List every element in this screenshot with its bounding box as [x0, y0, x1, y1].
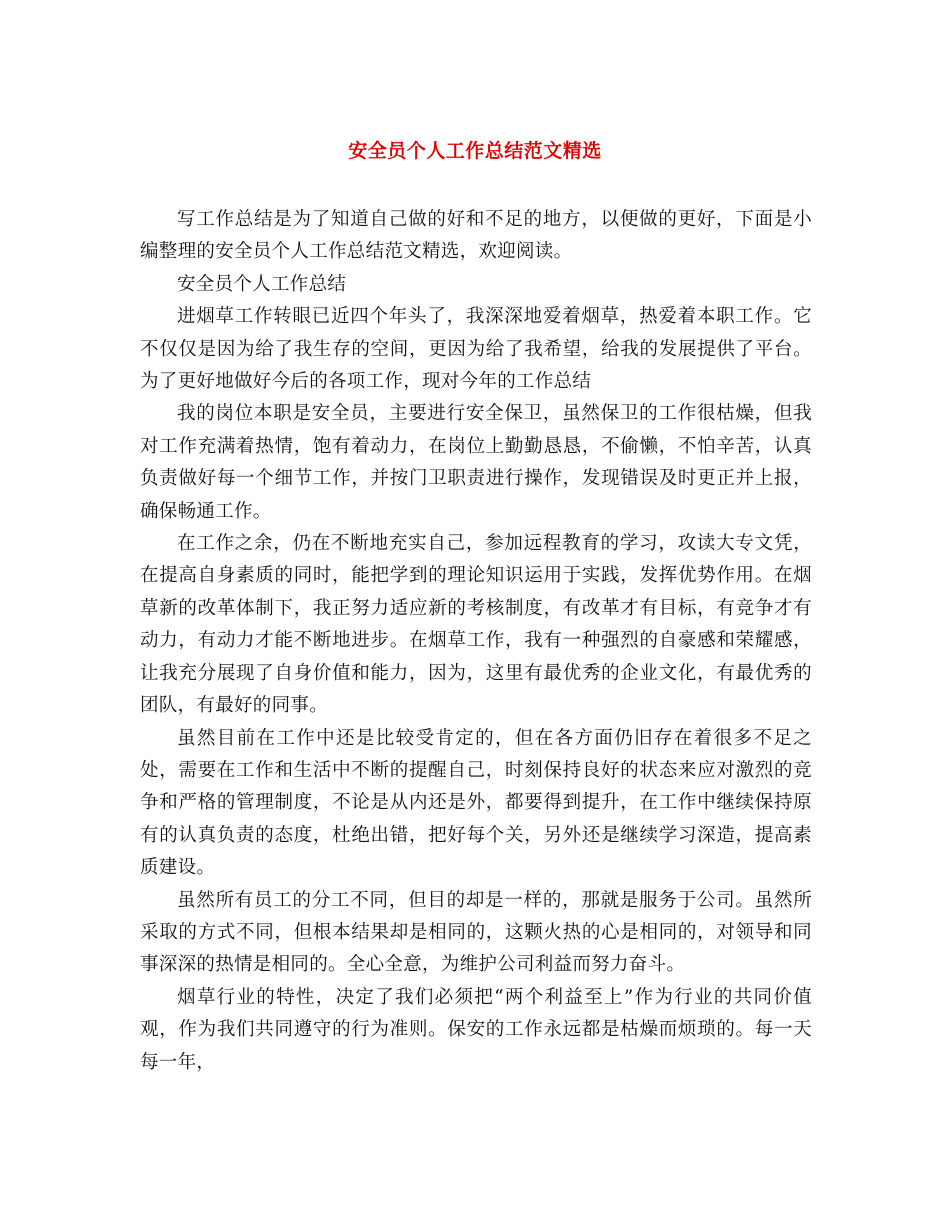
paragraph-1: 进烟草工作转眼已近四个年头了，我深深地爱着烟草，热爱着本职工作。它不仅仅是因为给了我生存的空间，更因为给了我希望，给我的发展提供了平台。为了更好地做好今后的各项工作，现对今年的工作总结: [140, 306, 812, 393]
paragraph-6: 烟草行业的特性，决定了我们必须把“两个利益至上”作为行业的共同价值观，作为我们共同遵守的行为准则。保安的工作永远都是枯燥而烦琐的。每一天每一年，: [140, 986, 812, 1073]
paragraph-subheading: 安全员个人工作总结: [177, 273, 347, 295]
paragraph-4: 虽然目前在工作中还是比较受肯定的，但在各方面仍旧存在着很多不足之处，需要在工作和生活中不断的提醒自己，时刻保持良好的状态来应对激烈的竞争和严格的管理制度，不论是从内还是外，都要得到提升，在工作中继续保持原有的认真负责的态度，杜绝出错，把好每个关，另外还是继续学习深造，提高素质建设。: [140, 727, 812, 879]
document-body: [140, 204, 812, 1079]
paragraph-intro: 写工作总结是为了知道自己做的好和不足的地方，以便做的更好，下面是小编整理的安全员个人工作总结范文精选，欢迎阅读。: [140, 209, 812, 263]
paragraph-2: 我的岗位本职是安全员，主要进行安全保卫，虽然保卫的工作很枯燥，但我对工作充满着热情，饱有着动力，在岗位上勤勤恳恳，不偷懒，不怕辛苦，认真负责做好每一个细节工作，并按门卫职责进行操作，发现错误及时更正并上报，确保畅通工作。: [140, 403, 812, 522]
paragraph-5: 虽然所有员工的分工不同，但目的却是一样的，那就是服务于公司。虽然所采取的方式不同，但根本结果却是相同的，这颗火热的心是相同的，对领导和同事深深的热情是相同的。全心全意，为维护公司利益而努力奋斗。: [140, 889, 812, 976]
paragraph-3: 在工作之余，仍在不断地充实自己，参加远程教育的学习，攻读大专文凭，在提高自身素质的同时，能把学到的理论知识运用于实践，发挥优势作用。在烟草新的改革体制下，我正努力适应新的考核制度，有改革才有目标，有竞争才有动力，有动力才能不断地进步。在烟草工作，我有一种强烈的自豪感和荣耀感，让我充分展现了自身价值和能力，因为，这里有最优秀的企业文化，有最优秀的团队，有最好的同事。: [140, 533, 812, 717]
document-title: 安全员个人工作总结范文精选: [348, 140, 602, 162]
